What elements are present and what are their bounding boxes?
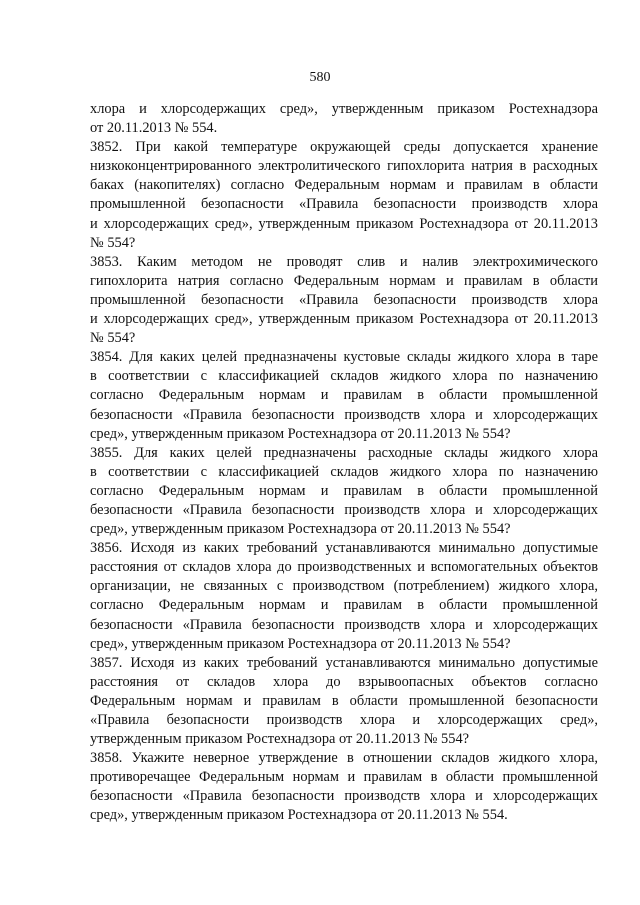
text-line: в соответствии с классификацией складов жидкого хлора по назначению	[90, 368, 598, 385]
text-line: безопасности «Правила безопасности производств хлора и хлорсодержащих	[90, 406, 598, 423]
text-line: 3852. При какой температуре окружающей среды допускается хранение	[90, 139, 598, 156]
text-line: безопасности «Правила безопасности производств хлора и хлорсодержащих	[90, 788, 598, 805]
text-line: Федеральным нормам и правилам в области промышленной безопасности	[90, 692, 598, 709]
document-body	[90, 100, 598, 826]
page-number: 580	[309, 70, 331, 85]
text-line: утвержденным приказом Ростехнадзора от 20.11.2013 № 554?	[90, 731, 470, 748]
text-line: безопасности «Правила безопасности производств хлора и хлорсодержащих	[90, 616, 598, 633]
text-line: № 554?	[90, 330, 136, 347]
text-line: согласно Федеральным нормам и правилам в области промышленной	[90, 597, 598, 614]
text-line: 3855. Для каких целей предназначены расходные склады жидкого хлора	[90, 444, 598, 461]
text-line: 3854. Для каких целей предназначены кустовые склады жидкого хлора в таре	[90, 349, 598, 366]
text-line: сред», утвержденным приказом Ростехнадзора от 20.11.2013 № 554.	[90, 807, 508, 824]
text-line: промышленной безопасности «Правила безопасности производств хлора	[90, 291, 598, 308]
text-line: расстояния от складов хлора до взрывоопасных объектов согласно	[90, 673, 598, 690]
text-line: организации, не связанных с производством (потреблением) жидкого хлора,	[90, 578, 598, 595]
text-line: сред», утвержденным приказом Ростехнадзора от 20.11.2013 № 554?	[90, 425, 511, 442]
text-line: хлора и хлорсодержащих сред», утвержденным приказом Ростехнадзора	[90, 101, 598, 117]
text-line: низкоконцентрированного электролитического гипохлорита натрия в расходных	[90, 158, 598, 175]
text-line: и хлорсодержащих сред», утвержденным приказом Ростехнадзора от 20.11.2013	[90, 311, 598, 328]
text-line: сред», утвержденным приказом Ростехнадзора от 20.11.2013 № 554?	[90, 521, 511, 538]
text-line: гипохлорита натрия согласно Федеральным нормам и правилам в области	[90, 272, 598, 289]
text-line: 3856. Исходя из каких требований устанавливаются минимально допустимые	[90, 540, 598, 557]
text-line: 3857. Исходя из каких требований устанавливаются минимально допустимые	[90, 654, 598, 671]
text-line: противоречащее Федеральным нормам и правилам в области промышленной	[90, 769, 598, 786]
text-line: расстояния от складов хлора до производственных и вспомогательных объектов	[90, 559, 598, 576]
text-line: промышленной безопасности «Правила безопасности производств хлора	[90, 196, 598, 213]
text-line: согласно Федеральным нормам и правилам в области промышленной	[90, 387, 598, 404]
text-line: безопасности «Правила безопасности производств хлора и хлорсодержащих	[90, 501, 598, 518]
text-line: № 554?	[90, 234, 136, 251]
text-line: и хлорсодержащих сред», утвержденным приказом Ростехнадзора от 20.11.2013	[90, 215, 598, 232]
text-line: 3853. Каким методом не проводят слив и налив электрохимического	[90, 253, 598, 270]
text-line: согласно Федеральным нормам и правилам в области промышленной	[90, 482, 598, 499]
text-line: 3858. Укажите неверное утверждение в отношении складов жидкого хлора,	[90, 750, 598, 767]
text-line: сред», утвержденным приказом Ростехнадзора от 20.11.2013 № 554?	[90, 635, 511, 652]
text-line: от 20.11.2013 № 554.	[90, 120, 218, 137]
text-line: «Правила безопасности производств хлора и хлорсодержащих сред»,	[90, 712, 598, 728]
text-line: в соответствии с классификацией складов жидкого хлора по назначению	[90, 463, 598, 480]
text-line: баках (накопителях) согласно Федеральным нормам и правилам в области	[90, 177, 598, 194]
